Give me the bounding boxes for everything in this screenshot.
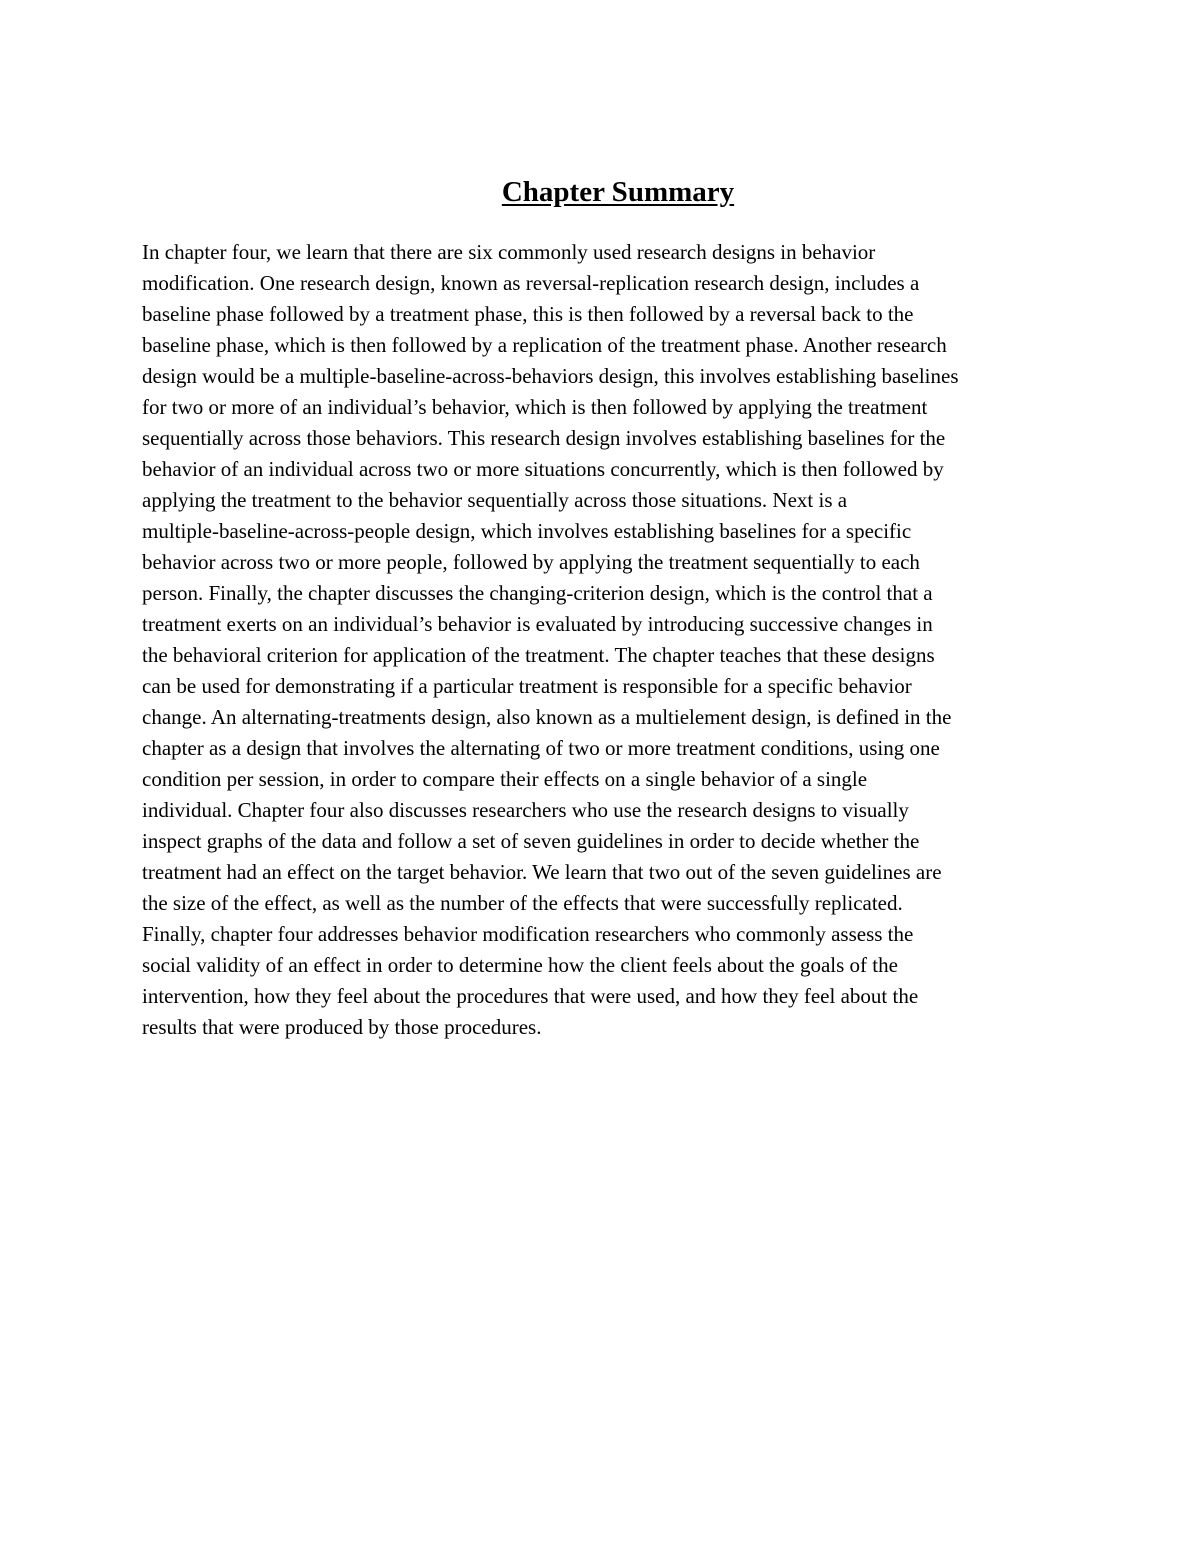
paragraph-line: multiple-baseline-across-people design, which involves establishing baselines for a specific [142, 519, 912, 543]
paragraph-line: the size of the effect, as well as the number of the effects that were successfully replicated. [142, 891, 903, 915]
paragraph-line: applying the treatment to the behavior sequentially across those situations. Next is a [142, 488, 848, 512]
paragraph-line: can be used for demonstrating if a particular treatment is responsible for a specific behavior [142, 674, 912, 698]
paragraph-line: In chapter four, we learn that there are six commonly used research designs in behavior [142, 240, 876, 264]
paragraph-line: for two or more of an individual’s behavior, which is then followed by applying the treatment [142, 395, 928, 419]
paragraph-line: results that were produced by those procedures. [142, 1015, 542, 1039]
paragraph-line: social validity of an effect in order to determine how the client feels about the goals of the [142, 953, 898, 977]
paragraph-line: intervention, how they feel about the procedures that were used, and how they feel about the [142, 984, 919, 1008]
paragraph-line: treatment had an effect on the target behavior. We learn that two out of the seven guidelines are [142, 860, 942, 884]
paragraph-line: chapter as a design that involves the alternating of two or more treatment conditions, using one [142, 736, 940, 760]
paragraph-line: treatment exerts on an individual’s behavior is evaluated by introducing successive changes in [142, 612, 933, 636]
paragraph-line: baseline phase, which is then followed by a replication of the treatment phase. Another research [142, 333, 947, 357]
paragraph-line: behavior of an individual across two or more situations concurrently, which is then followed by [142, 457, 944, 481]
paragraph-line: individual. Chapter four also discusses researchers who use the research designs to visually [142, 798, 909, 822]
page-title: Chapter Summary [501, 176, 735, 208]
paragraph-line: design would be a multiple-baseline-across-behaviors design, this involves establishing baselines [142, 364, 959, 388]
paragraph-line: modification. One research design, known as reversal-replication research design, includes a [142, 271, 920, 295]
paragraph-line: sequentially across those behaviors. This research design involves establishing baselines for the [142, 426, 946, 450]
paragraph-line: baseline phase followed by a treatment phase, this is then followed by a reversal back to the [142, 302, 914, 326]
paragraph-line: inspect graphs of the data and follow a set of seven guidelines in order to decide whether the [142, 829, 920, 853]
paragraph-line: Finally, chapter four addresses behavior modification researchers who commonly assess the [142, 922, 914, 946]
summary-paragraph [142, 237, 1102, 1043]
paragraph-line: change. An alternating-treatments design, also known as a multielement design, is defined in the [142, 705, 952, 729]
paragraph-line: condition per session, in order to compare their effects on a single behavior of a single [142, 767, 868, 791]
paragraph-line: behavior across two or more people, followed by applying the treatment sequentially to each [142, 550, 920, 574]
paragraph-line: person. Finally, the chapter discusses the changing-criterion design, which is the control that a [142, 581, 933, 605]
paragraph-line: the behavioral criterion for application of the treatment. The chapter teaches that these designs [142, 643, 935, 667]
